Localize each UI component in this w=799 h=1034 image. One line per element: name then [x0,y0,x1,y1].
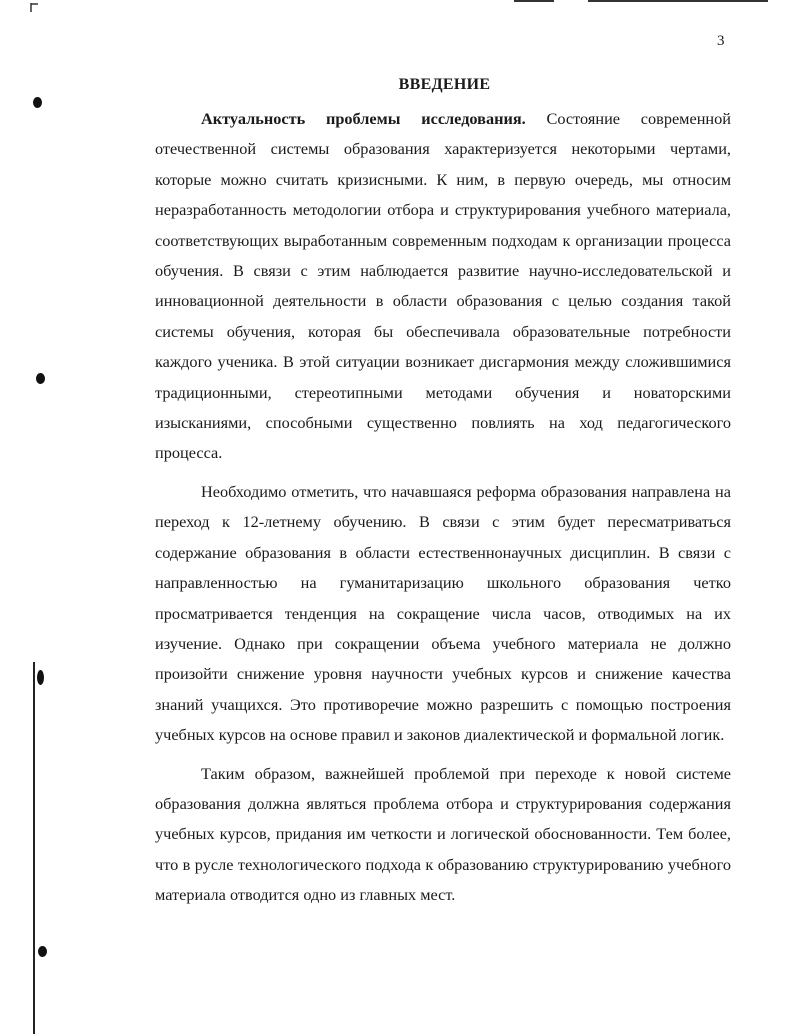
paragraph [155,104,731,469]
paragraph: Необходимо отметить, что начавшаяся реформа образования направлена на переход к 12-летнему обучению. В связи с этим будет пересматриваться содержание образования в области естественнонаучных дисциплин. В связи с направленностью на гуманитаризацию школьного образования четко просматривается тенденция на сокращение числа часов, отводимых на их изучение. Однако при сокращении объема учебного материала не должно произойти снижение уровня научности учебных курсов и снижение качества знаний учащихся. Это противоречие можно разрешить с помощью построения учебных курсов на основе правил и законов диалектической и формальной логик. [155,481,731,745]
binding-edge-line [33,662,35,1034]
corner-mark [30,0,40,10]
page-number: 3 [717,33,725,49]
paragraph-lead: Актуальность проблемы исследования. [201,109,526,128]
page-title: ВВЕДЕНИЕ [398,76,491,93]
hole-punch-dot [33,97,42,108]
hole-punch-dot [37,670,44,685]
body-text [155,104,731,919]
hole-punch-dot [36,373,45,384]
paragraph: Таким образом, важнейшей проблемой при переходе к новой системе образования должна являться проблема отбора и структурирования содержания учебных курсов, придания им четкости и логической обоснованности. Тем более, что в русле технологического подхода к образованию структурированию учебного материала отводится одно из главных мест. [155,763,731,905]
scan-mark-top [588,0,768,2]
hole-punch-dot [38,946,47,957]
paragraph-text: Состояние современной отечественной системы образования характеризуется некоторыми чертами, которые можно считать кризисными. К ним, в первую очередь, мы относим неразработанность методологии отбора и структурирования учебного материала, соответствующих выработанным современным подходам к организации процесса обучения. В связи с этим наблюдается развитие научно-исследовательской и инновационной деятельности в области образования с целью создания такой системы обучения, которая бы обеспечивала образовательные потребности каждого ученика. В этой ситуации возникает дисгармония между сложившимися традиционными, стереотипными методами обучения и новаторскими изысканиями, способными существенно повлиять на ход педагогического процесса. [155,109,731,463]
scan-mark-top [514,0,554,2]
